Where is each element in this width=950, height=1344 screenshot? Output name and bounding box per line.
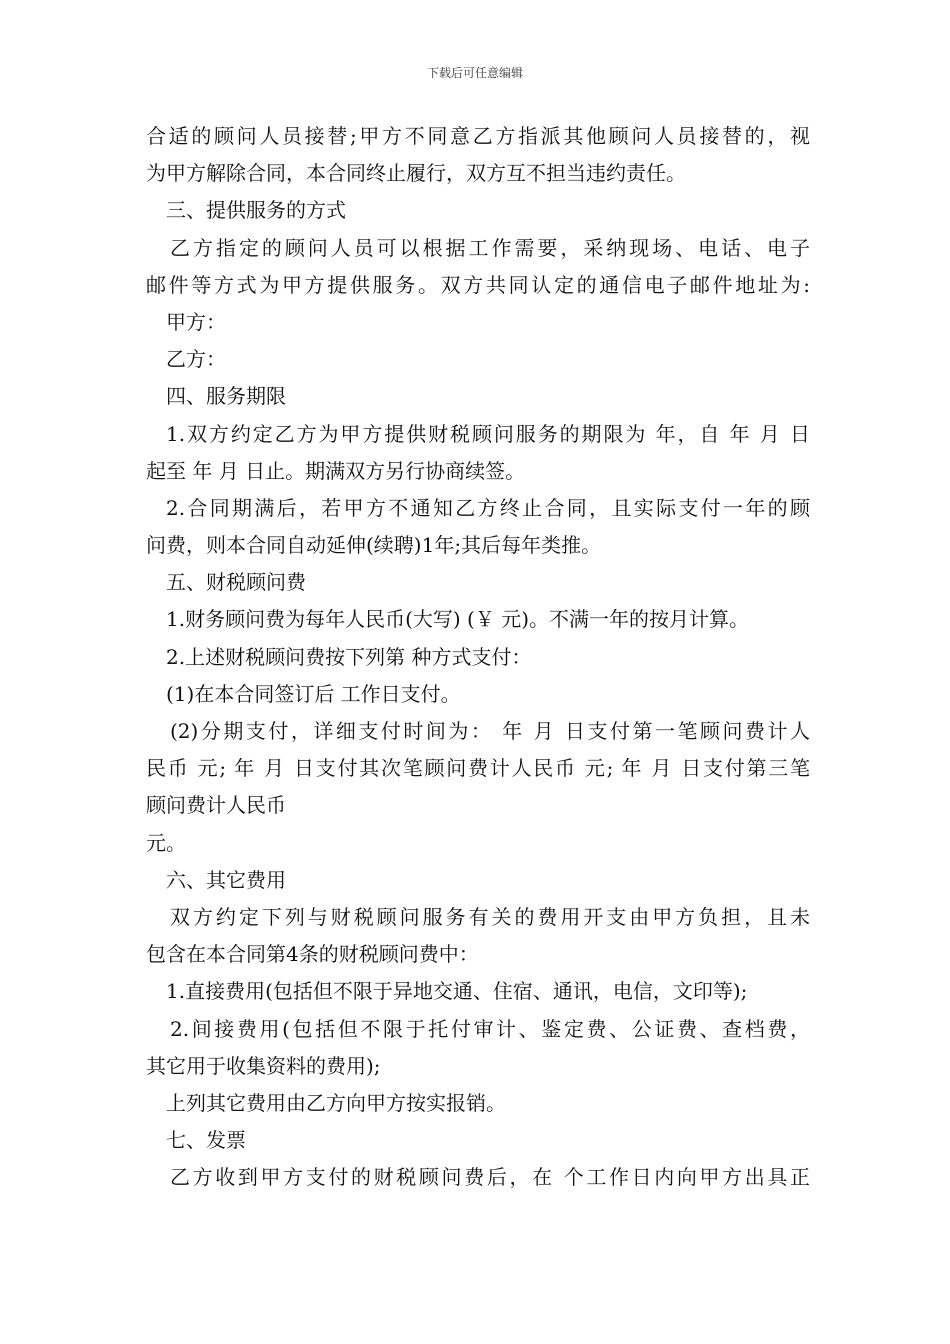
section-heading: 三、提供服务的方式 (166, 198, 346, 223)
paragraph-line: 民币 元; 年 月 日支付其次笔顾问费计人民币 元; 年 月 日支付第三笔 (146, 756, 810, 781)
section-heading: 七、发票 (166, 1128, 246, 1153)
paragraph-line: 其它用于收集资料的费用); (146, 1053, 381, 1078)
paragraph-line: 1.直接费用(包括但不限于异地交通、住宿、通讯，电信，文印等); (166, 979, 748, 1004)
email-party-a-label: 甲方： (166, 309, 226, 334)
paragraph-line: 1.双方约定乙方为甲方提供财税顾问服务的期限为 年，自 年 月 日 (166, 421, 810, 446)
paragraph-line: 邮件等方式为甲方提供服务。双方共同认定的通信电子邮件地址为: (146, 272, 810, 297)
section-heading: 四、服务期限 (166, 384, 286, 409)
contract-body (146, 118, 810, 1196)
paragraph-line: 2.合同期满后，若甲方不通知乙方终止合同，且实际支付一年的顾 (166, 495, 810, 520)
paragraph-line: 合适的顾问人员接替;甲方不同意乙方指派其他顾问人员接替的，视 (146, 124, 810, 148)
paragraph-line: 上列其它费用由乙方向甲方按实报销。 (166, 1090, 506, 1115)
paragraph-line: 顾问费计人民币 (146, 793, 286, 818)
paragraph-line: (2)分期支付，详细支付时间为： 年 月 日支付第一笔顾问费计人 (170, 719, 810, 743)
page-header-note: 下载后可任意编辑 (426, 66, 523, 80)
paragraph-line: 元。 (146, 830, 186, 855)
paragraph-line: (1)在本合同签订后 工作日支付。 (166, 681, 461, 706)
paragraph-line: 乙方收到甲方支付的财税顾问费后，在 个工作日内向甲方出具正 (170, 1165, 810, 1190)
paragraph-line: 包含在本合同第4条的财税顾问费中： (146, 942, 479, 967)
paragraph-line: 问费，则本合同自动延伸(续聘)1年;其后每年类推。 (146, 533, 602, 558)
paragraph-line: 双方约定下列与财税顾问服务有关的费用开支由甲方负担，且未 (170, 904, 810, 929)
email-party-b-label: 乙方： (166, 347, 226, 372)
paragraph-line: 2.上述财税顾问费按下列第 种方式支付： (166, 644, 532, 669)
section-heading: 六、其它费用 (166, 867, 286, 892)
paragraph-line: 为甲方解除合同，本合同终止履行，双方互不担当违约责任。 (146, 161, 686, 186)
paragraph-line: 1.财务顾问费为每年人民币(大写) (￥ 元)。不满一年的按月计算。 (166, 607, 750, 632)
paragraph-line: 2.间接费用(包括但不限于托付审计、鉴定费、公证费、查档费， (170, 1016, 810, 1041)
section-heading: 五、财税顾问费 (166, 570, 306, 595)
paragraph-line: 起至 年 月 日止。期满双方另行协商续签。 (146, 458, 526, 483)
paragraph-line: 乙方指定的顾问人员可以根据工作需要，采纳现场、电话、电子 (170, 235, 810, 260)
